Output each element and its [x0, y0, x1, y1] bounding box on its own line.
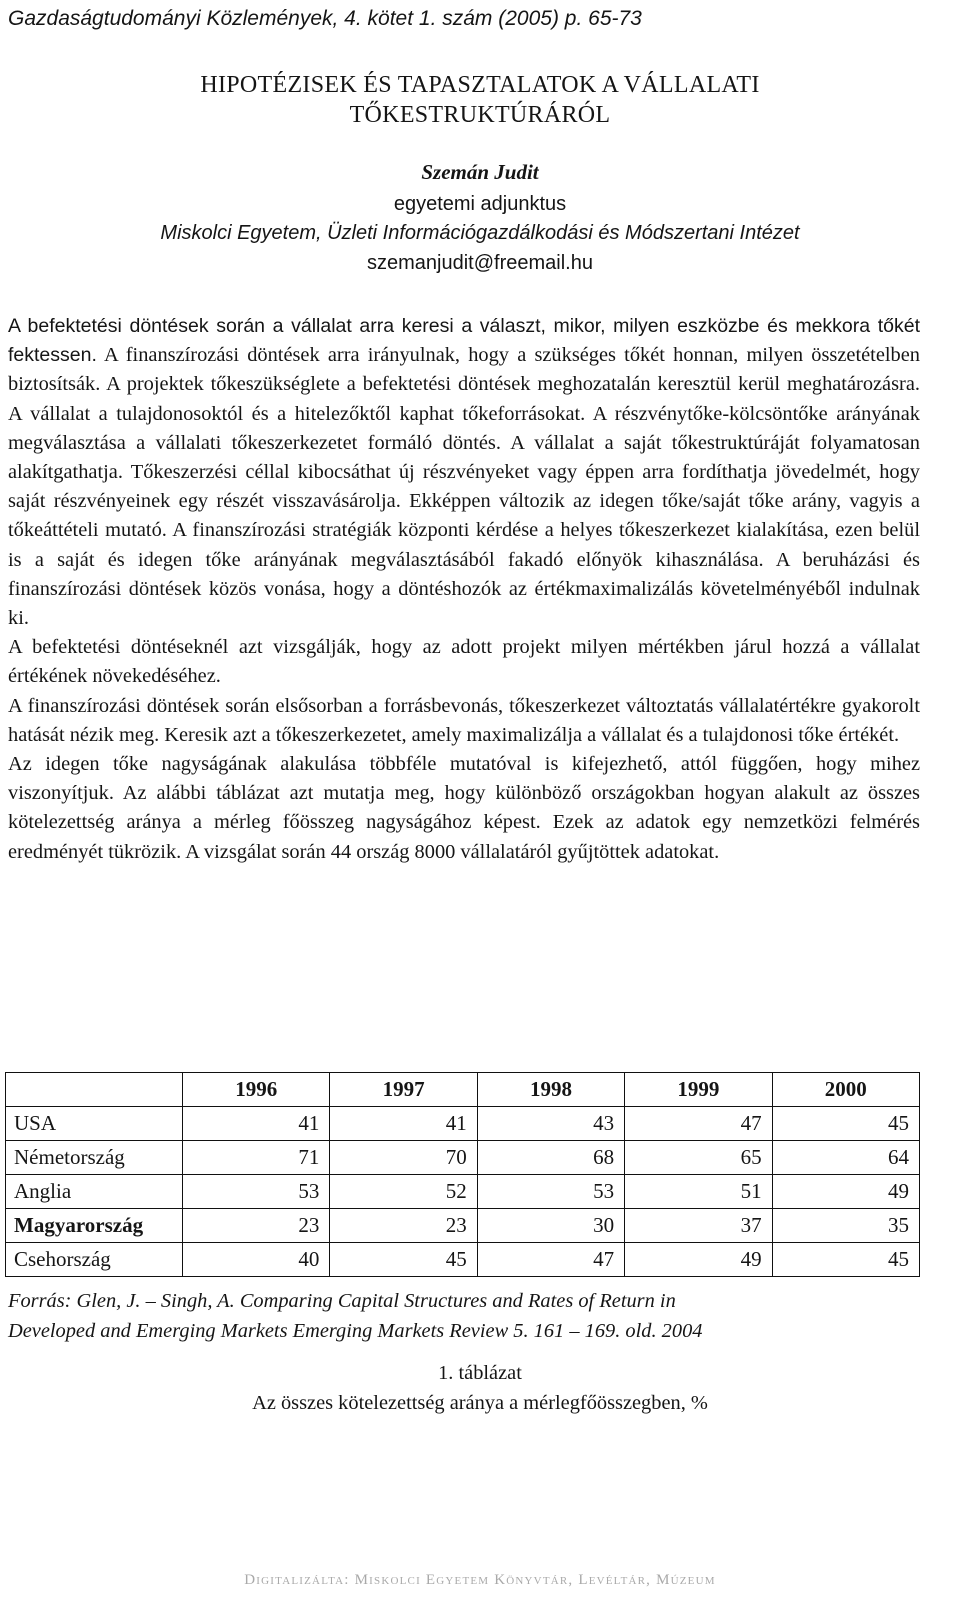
table-country-cell: Anglia: [6, 1175, 183, 1209]
table-cell: 49: [772, 1175, 919, 1209]
table-cell: 37: [625, 1209, 772, 1243]
paragraph-1: [8, 312, 920, 633]
table-cell: 51: [625, 1175, 772, 1209]
table-caption-number: 1. táblázat: [438, 1362, 522, 1384]
article-title-line-1: HIPOTÉZISEK ÉS TAPASZTALATOK A VÁLLALATI: [200, 72, 760, 98]
table-cell: 45: [330, 1243, 477, 1277]
table-cell: 41: [330, 1107, 477, 1141]
table-row: [6, 1175, 920, 1209]
table-cell: 64: [772, 1141, 919, 1175]
table-row: [6, 1141, 920, 1175]
table-cell: 45: [772, 1243, 919, 1277]
table-country-cell: Magyarország: [6, 1209, 183, 1243]
author-email: szemanjudit@freemail.hu: [367, 252, 593, 274]
liabilities-table: [5, 1072, 920, 1277]
table-cell: 53: [183, 1175, 330, 1209]
table-header-cell: 1999: [625, 1073, 772, 1107]
paragraph-4: Az idegen tőke nagyságának alakulása többféle mutatóval is kifejezhető, attól függően, hogy mihez viszonyítjuk. Az alábbi táblázat azt mutatja meg, hogy különböző országokban hogyan alakult az összes kötelezettség aránya a mérleg főösszeg nagyságához képest. Ezek az adatok egy nemzetközi felmérés eredményét tükrözik. A vizsgálat során 44 ország 8000 vállalatáról gyűjtöttek adatokat.: [8, 753, 920, 863]
table-cell: 68: [477, 1141, 624, 1175]
paragraph-2: A befektetési döntéseknél azt vizsgálják, hogy az adott projekt milyen mértékben járul hozzá a vállalat értékének növekedéséhez.: [8, 636, 920, 688]
table-header-cell: 1998: [477, 1073, 624, 1107]
table-header-cell: 1996: [183, 1073, 330, 1107]
table-row: [6, 1243, 920, 1277]
table-header-cell: 1997: [330, 1073, 477, 1107]
table-header-cell: 2000: [772, 1073, 919, 1107]
table-cell: 23: [183, 1209, 330, 1243]
table-cell: 23: [330, 1209, 477, 1243]
table-cell: 41: [183, 1107, 330, 1141]
table-header-cell: [6, 1073, 183, 1107]
paragraph-1-sans-part: A befektetési döntések során a vállalat arra keresi a választ, mikor, milyen eszközbe és mekkora tőkét fektessen.: [8, 315, 920, 367]
article-body: [8, 312, 920, 867]
table-cell: 35: [772, 1209, 919, 1243]
table-cell: 53: [477, 1175, 624, 1209]
table-country-cell: Csehország: [6, 1243, 183, 1277]
author-institute: Miskolci Egyetem, Üzleti Információgazdálkodási és Módszertani Intézet: [160, 222, 800, 244]
table-cell: 49: [625, 1243, 772, 1277]
paragraph-3: A finanszírozási döntések során elsősorban a forrásbevonás, tőkeszerkezet változtatás vállalatértékre gyakorolt hatását nézik meg. Keresik azt a tőkeszerkezetet, amely maximalizálja a vállalat és a tulajdonosi tőke értékét.: [8, 694, 920, 746]
source-line-1: Forrás: Glen, J. – Singh, A. Comparing Capital Structures and Rates of Return in: [8, 1290, 676, 1312]
table-cell: 40: [183, 1243, 330, 1277]
paragraph-1-serif-part: A finanszírozási döntések arra irányulnak, hogy a szükséges tőkét honnan, milyen összetételben biztosítsák. A projektek tőkeszükséglete a befektetési döntések meghozatalán keresztül kerül meghatározásra. A vállalat a tulajdonosoktól és a hitelezőktől kaphat tőkeforrásokat. A részvénytőke-kölcsöntőke arányának megválasztása a vállalati tőkeszerkezetet formáló döntés. A vállalat a saját tőkestruktúráját folyamatosan alakítgathatja. Tőkeszerzési céllal kibocsáthat új részvényeket vagy éppen arra fordíthatja jövedelmét, hogy saját részvényeinek egy részét visszavásárolja. Ekképpen változik az idegen tőke/saját tőke arány, vagyis a tőkeáttételi mutató. A finanszírozási stratégiák központi kérdése a helyes tőkeszerkezet kialakítása, ezen belül is a saját és idegen tőke arányának megválasztásából fakadó előnyök kihasználása. A beruházási és finanszírozási döntések közös vonása, hogy a döntéshozók az értékmaximalizálás követelményéből indulnak ki.: [8, 344, 920, 630]
table-header-row: [6, 1073, 920, 1107]
table-cell: 47: [625, 1107, 772, 1141]
table-row: [6, 1107, 920, 1141]
table-cell: 45: [772, 1107, 919, 1141]
author-position: egyetemi adjunktus: [393, 193, 567, 215]
table-cell: 71: [183, 1141, 330, 1175]
table-row: [6, 1209, 920, 1243]
table-cell: 52: [330, 1175, 477, 1209]
author-name: Szemán Judit: [421, 160, 539, 184]
table-source: [8, 1286, 933, 1346]
article-title-line-2: TŐKESTRUKTÚRÁRÓL: [349, 102, 611, 128]
table-cell: 30: [477, 1209, 624, 1243]
table-cell: 70: [330, 1141, 477, 1175]
table-cell: 47: [477, 1243, 624, 1277]
table-country-cell: USA: [6, 1107, 183, 1141]
table-country-cell: Németország: [6, 1141, 183, 1175]
table-cell: 65: [625, 1141, 772, 1175]
source-line-2: Developed and Emerging Markets Emerging Markets Review 5. 161 – 169. old. 2004: [8, 1320, 703, 1342]
journal-citation: Gazdaságtudományi Közlemények, 4. kötet 1. szám (2005) p. 65-73: [8, 7, 642, 30]
digitization-footer: Digitalizálta: Miskolci Egyetem Könyvtár, Levéltár, Múzeum: [244, 1572, 716, 1588]
table-cell: 43: [477, 1107, 624, 1141]
table-caption-text: Az összes kötelezettség aránya a mérlegfőösszegben, %: [252, 1392, 708, 1414]
